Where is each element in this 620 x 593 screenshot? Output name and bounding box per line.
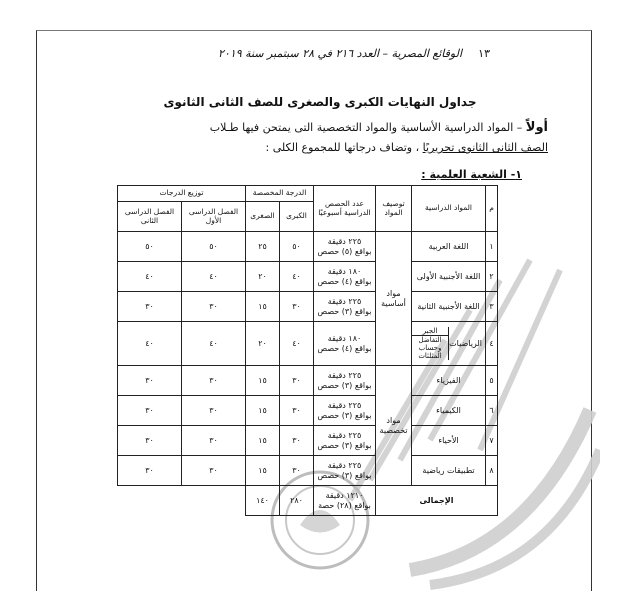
intro-prefix: أولاً [525,120,548,135]
row-min: ١٥ [246,426,280,456]
row-periods [314,322,376,366]
gazette-header: الوقائع المصرية – العدد ٢١٦ في ٢٨ سبتمبر سنة ٢٠١٩ [218,47,462,60]
row-max: ٣٠ [280,426,314,456]
row-term2: ٣٠ [118,456,182,486]
row-term1: ٤٠ [182,262,246,292]
intro-line-1 [210,120,548,135]
row-term2: ٣٠ [118,396,182,426]
row-subject: الفيزياء [412,366,486,396]
header-num: م [486,186,498,232]
classification-specialized: مواد تخصصية [376,366,412,486]
row-subject: الكيمياء [412,396,486,426]
row-periods [314,262,376,292]
header-term2: الفصل الدراسى الثانى [118,202,182,232]
table-row [118,426,498,456]
row-term2: ٣٠ [118,426,182,456]
math-subitems [412,327,449,360]
header-score-group: الدرجة المخصصة [246,186,314,202]
row-num: ٨ [486,456,498,486]
row-term1: ٣٠ [182,426,246,456]
table-total-row [118,486,498,516]
periods-minutes: ٢٢٥ دقيقة [327,431,362,441]
row-term2: ٣٠ [118,292,182,322]
periods-count: بواقع (٤) حصص [317,276,372,286]
row-periods [314,456,376,486]
row-subject: اللغة الأجنبية الأولى [412,262,486,292]
periods-minutes: ١٨٠ دقيقة [327,334,362,344]
running-head [110,47,490,65]
row-subject: تطبيقات رياضية [412,456,486,486]
row-term1: ٣٠ [182,292,246,322]
periods-count: بواقع (٤) حصص [317,343,372,353]
row-num: ٢ [486,262,498,292]
total-periods-count: بواقع (٢٨) حصة [318,500,371,510]
section-title: ١- الشعبة العلمية : [421,168,522,181]
row-max: ٤٠ [280,322,314,366]
periods-count: بواقع (٣) حصص [317,470,372,480]
row-min: ١٥ [246,292,280,322]
row-num: ١ [486,232,498,262]
row-term1: ٤٠ [182,322,246,366]
row-periods [314,292,376,322]
row-num: ٤ [486,322,498,366]
row-term2: ٥٠ [118,232,182,262]
row-min: ٢٠ [246,322,280,366]
row-min: ٢٥ [246,232,280,262]
table-row [118,232,498,262]
periods-count: بواقع (٣) حصص [317,380,372,390]
table-row [118,262,498,292]
classification-basic: مواد أساسية [376,232,412,366]
table-row [118,292,498,322]
table-row [118,456,498,486]
intro-text-1: – المواد الدراسية الأساسية والمواد التخصصية التى يمتحن فيها طـلاب [209,121,523,134]
row-num: ٣ [486,292,498,322]
row-term1: ٥٠ [182,232,246,262]
header-max: الكبرى [280,202,314,232]
row-num: ٦ [486,396,498,426]
row-min: ١٥ [246,396,280,426]
header-distribution-group: توزيع الدرجات [118,186,246,202]
table-row [118,366,498,396]
row-num: ٥ [486,366,498,396]
row-max: ٣٠ [280,292,314,322]
row-term1: ٣٠ [182,366,246,396]
total-label: الإجمالى [376,486,498,516]
grades-table [117,185,498,516]
row-periods [314,366,376,396]
intro-text-2: ، وتضاف درجاتها للمجموع الكلى : [265,141,420,154]
total-empty [118,486,246,516]
periods-minutes: ٢٢٥ دقيقة [327,401,362,411]
periods-minutes: ٢٢٥ دقيقة [327,461,362,471]
math-subtable [412,327,485,360]
total-periods-minutes: ١٢١٠ دقيقة [325,491,364,501]
row-max: ٣٠ [280,366,314,396]
row-term1: ٣٠ [182,456,246,486]
row-subject: اللغة العربية [412,232,486,262]
header-classification: توصيف المواد [376,186,412,232]
row-subject-math [412,322,486,366]
header-periods: عدد الحصص الدراسية أسبوعيًا [314,186,376,232]
row-periods [314,396,376,426]
periods-minutes: ١٨٠ دقيقة [327,267,362,277]
document-title: جداول النهايات الكبرى والصغرى للصف الثانى الثانوى [163,95,477,109]
row-term1: ٣٠ [182,396,246,426]
row-num: ٧ [486,426,498,456]
row-min: ١٥ [246,366,280,396]
periods-count: بواقع (٥) حصص [317,246,372,256]
row-term2: ٣٠ [118,366,182,396]
table-row [118,322,498,366]
math-subitem: التفاضل [418,335,442,344]
header-subject: المواد الدراسية [412,186,486,232]
row-max: ٤٠ [280,262,314,292]
total-max: ٢٨٠ [280,486,314,516]
intro-text-2-underlined: الصف الثانى الثانوى تحريريًا [422,141,548,154]
row-periods [314,426,376,456]
page-number: ١٣ [478,47,490,60]
row-periods [314,232,376,262]
header-term1: الفصل الدراسى الأول [182,202,246,232]
periods-minutes: ٢٢٥ دقيقة [327,371,362,381]
math-label: الرياضيات [449,327,486,360]
row-term2: ٤٠ [118,322,182,366]
row-max: ٥٠ [280,232,314,262]
row-max: ٣٠ [280,456,314,486]
periods-count: بواقع (٣) حصص [317,410,372,420]
row-subject: اللغة الأجنبية الثانية [412,292,486,322]
total-periods [314,486,376,516]
periods-count: بواقع (٣) حصص [317,306,372,316]
row-min: ١٥ [246,456,280,486]
row-subject: الأحياء [412,426,486,456]
header-min: الصغرى [246,202,280,232]
row-term2: ٤٠ [118,262,182,292]
table-row [118,396,498,426]
math-subitem: وحساب المثلثات [418,344,442,361]
periods-minutes: ٢٢٥ دقيقة [327,237,362,247]
row-max: ٣٠ [280,396,314,426]
intro-line-2 [266,141,548,154]
total-min: ١٤٠ [246,486,280,516]
math-subitem: الجبر [412,327,448,336]
periods-minutes: ٢٢٥ دقيقة [327,297,362,307]
periods-count: بواقع (٣) حصص [317,440,372,450]
row-min: ٢٠ [246,262,280,292]
